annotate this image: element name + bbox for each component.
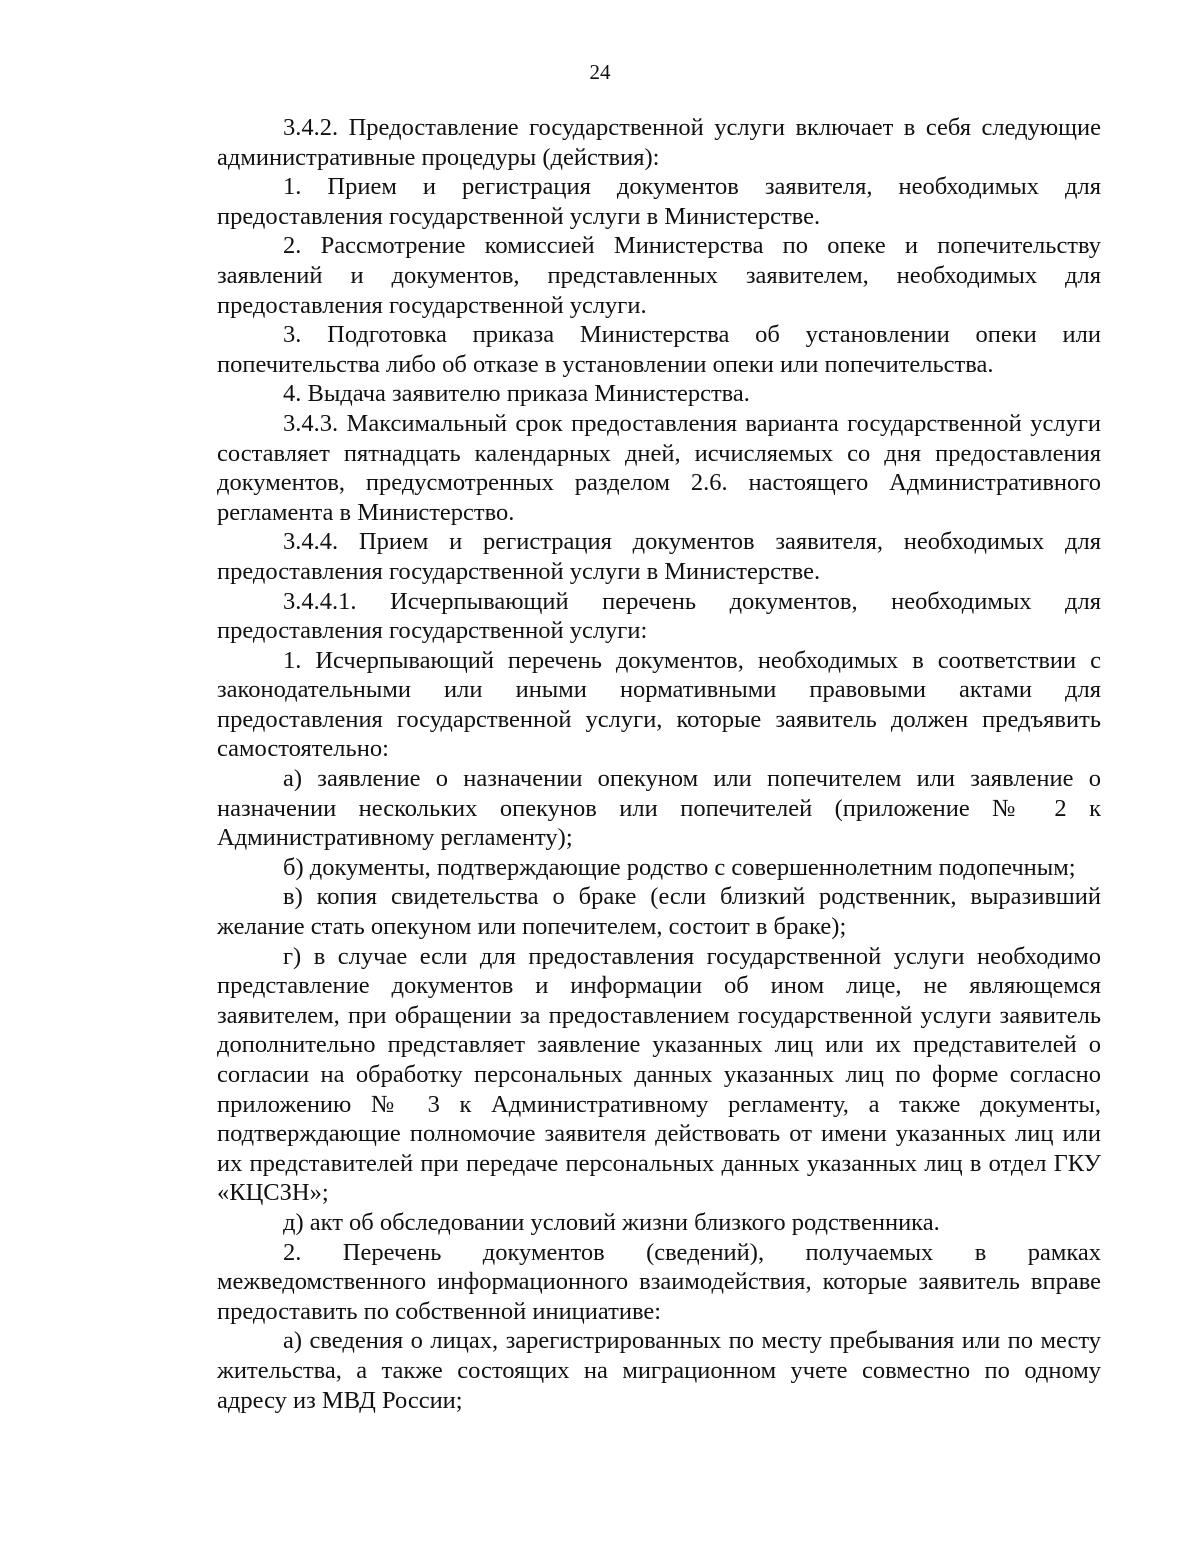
list-item-g: г) в случае если для предоставления государственной услуги необходимо представление документов и информации об ином лице, не являющемся заявителем, при обращении за предоставлением государственной услуги заявитель дополнительно представляет заявление указанных лиц или их представителей о согласии на обработку персональных данных указанных лиц по форме согласно приложению № 3 к Административному регламенту, а также документы, подтверждающие полномочие заявителя действовать от имени указанных лиц или их представителей при передаче персональных данных указанных лиц в отдел ГКУ «КЦСЗН»; xyxy=(217,942,1101,1207)
paragraph-3-4-2: 3.4.2. Предоставление государственной услуги включает в себя следующие административные процедуры (действия): xyxy=(217,114,1101,171)
paragraph-3-4-3: 3.4.3. Максимальный срок предоставления варианта государственной услуги составляет пятнадцать календарных дней, исчисляемых со дня предоставления документов, предусмотренных разделом 2.6. настоящего Административного регламента в Министерство. xyxy=(217,409,1101,526)
list-item-v: в) копия свидетельства о браке (если близкий родственник, выразивший желание стать опекуном или попечителем, состоит в браке); xyxy=(217,883,1101,941)
paragraph-3-4-4: 3.4.4. Прием и регистрация документов заявителя, необходимых для предоставления государственной услуги в Министерстве. xyxy=(217,528,1101,585)
paragraph-procedure-4: 4. Выдача заявителю приказа Министерства. xyxy=(283,380,750,408)
paragraph-procedure-2: 2. Рассмотрение комиссией Министерства по опеке и попечительству заявлений и документов, представленных заявителем, необходимых для предоставления государственной услуги. xyxy=(217,232,1101,319)
list-item-b: б) документы, подтверждающие родство с совершеннолетним подопечным; xyxy=(283,853,1076,881)
list-item-d: д) акт об обследовании условий жизни близкого родственника. xyxy=(283,1208,940,1236)
list-item-a-mvd: а) сведения о лицах, зарегистрированных по месту пребывания или по месту жительства, а также состоящих на миграционном учете совместно по одному адресу из МВД России; xyxy=(217,1327,1101,1414)
paragraph-procedure-3: 3. Подготовка приказа Министерства об установлении опеки или попечительства либо об отказе в установлении опеки или попечительства. xyxy=(217,321,1101,378)
list-item-a: а) заявление о назначении опекуном или попечителем или заявление о назначении нескольких опекунов или попечителей (приложение № 2 к Административному регламенту); xyxy=(217,765,1101,852)
paragraph-documents-list-1: 1. Исчерпывающий перечень документов, необходимых в соответствии с законодательными или иными нормативными правовыми актами для предоставления государственной услуги, которые заявитель должен предъявить самостоятельно: xyxy=(217,646,1101,763)
paragraph-documents-list-2: 2. Перечень документов (сведений), получаемых в рамках межведомственного информационного взаимодействия, которые заявитель вправе предоставить по собственной инициативе: xyxy=(217,1238,1101,1325)
paragraph-procedure-1: 1. Прием и регистрация документов заявителя, необходимых для предоставления государственной услуги в Министерстве. xyxy=(217,173,1101,230)
document-body xyxy=(217,113,1101,1415)
page-number: 24 xyxy=(589,60,611,84)
paragraph-3-4-4-1: 3.4.4.1. Исчерпывающий перечень документов, необходимых для предоставления государственной услуги: xyxy=(217,587,1101,645)
